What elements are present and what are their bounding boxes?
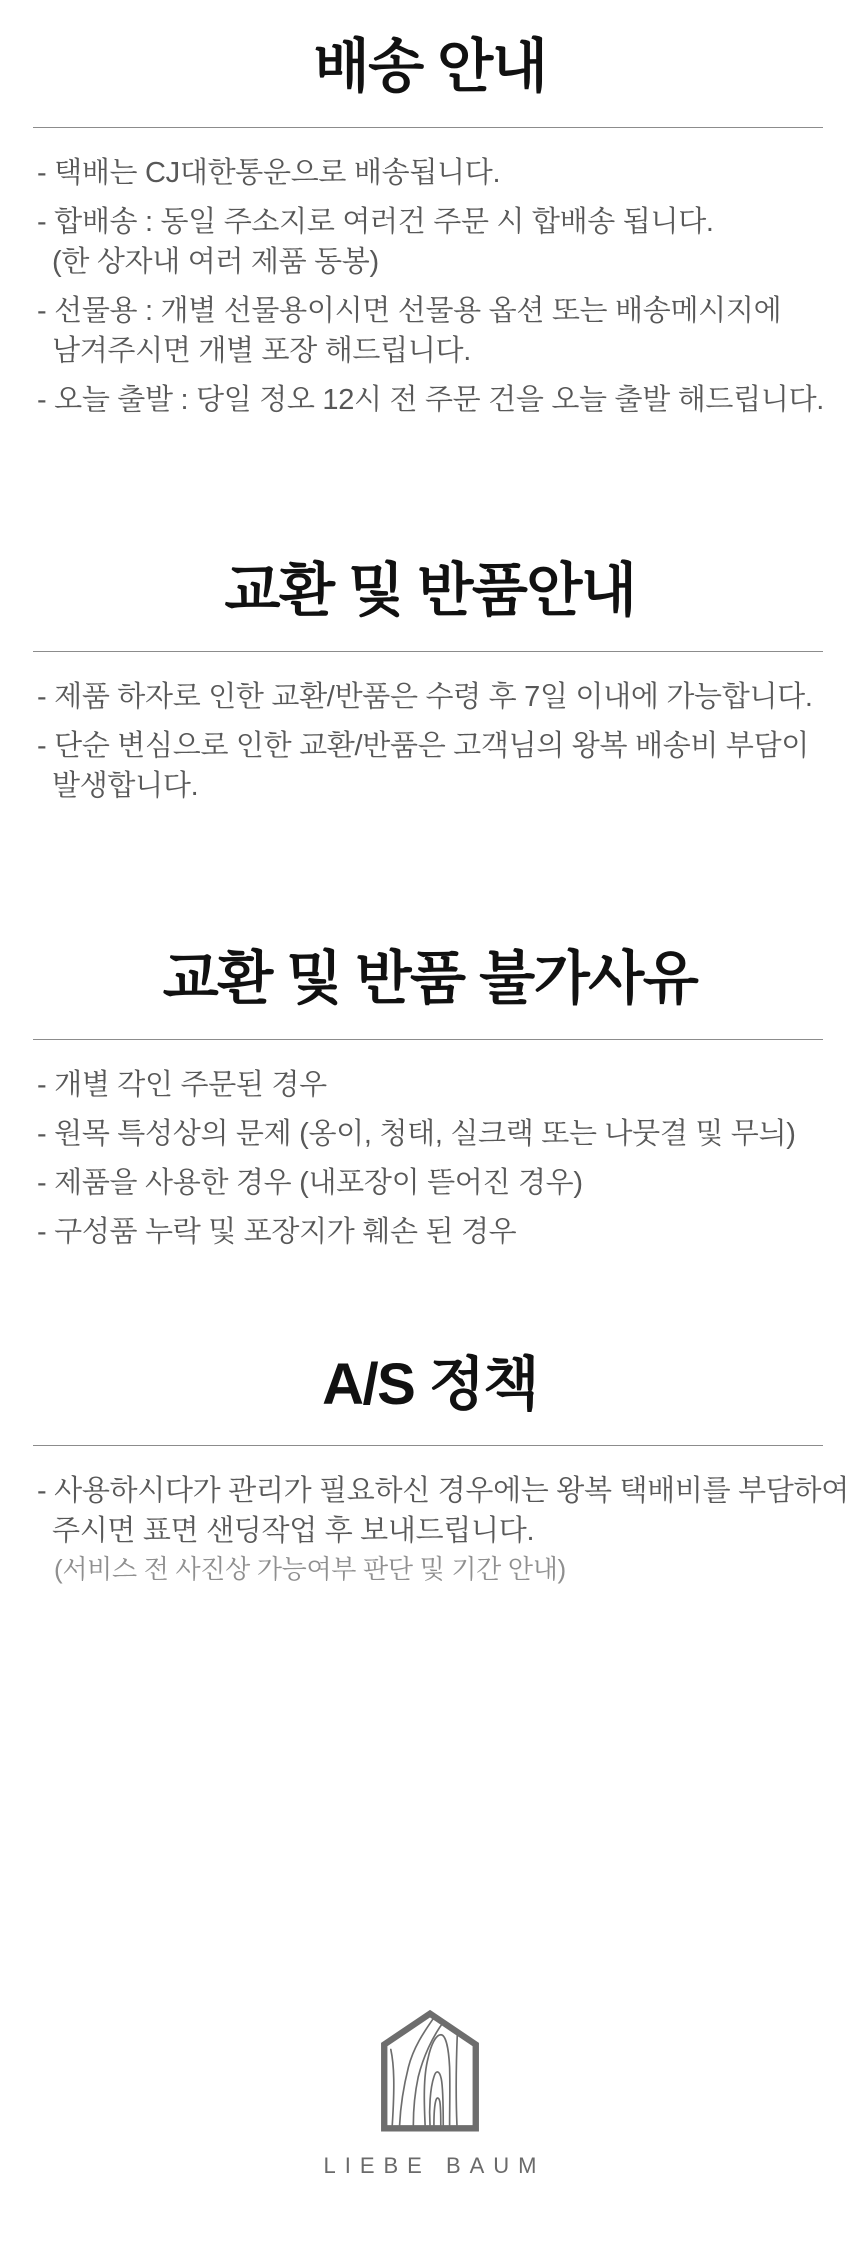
exchange-return-list bbox=[0, 677, 860, 806]
exclusions-list bbox=[0, 1065, 860, 1252]
list-item-line: - 오늘 출발 : 당일 정오 12시 전 주문 건을 오늘 출발 해드립니다. bbox=[37, 384, 825, 416]
section-exchange-return-exclusions bbox=[0, 946, 860, 1252]
list-item-line: - 제품 하자로 인한 교환/반품은 수령 후 7일 이내에 가능합니다. bbox=[37, 681, 813, 713]
list-item-line: - 택배는 CJ대한통운으로 배송됩니다. bbox=[37, 157, 501, 189]
as-policy-list bbox=[0, 1471, 860, 1587]
section-exchange-return-guide bbox=[0, 558, 860, 806]
list-item bbox=[37, 380, 840, 420]
list-item bbox=[37, 1065, 840, 1105]
divider bbox=[33, 1445, 823, 1446]
list-item bbox=[37, 726, 840, 806]
list-item bbox=[37, 202, 840, 282]
list-item bbox=[37, 291, 840, 371]
list-item bbox=[37, 1163, 840, 1203]
list-item-line: - 원목 특성상의 문제 (옹이, 청태, 실크랙 또는 나뭇결 및 무늬) bbox=[37, 1118, 796, 1150]
list-item-line: - 단순 변심으로 인한 교환/반품은 고객님의 왕복 배송비 부담이 bbox=[37, 730, 810, 762]
shipping-info-list bbox=[0, 153, 860, 420]
list-item-line: - 사용하시다가 관리가 필요하신 경우에는 왕복 택배비를 부담하여 bbox=[37, 1475, 849, 1507]
list-item bbox=[37, 1471, 849, 1587]
list-item-line: (한 상자내 여러 제품 동봉) bbox=[52, 246, 379, 278]
list-item-line: - 제품을 사용한 경우 (내포장이 뜯어진 경우) bbox=[37, 1167, 583, 1199]
list-item-line: - 선물용 : 개별 선물용이시면 선물용 옵션 또는 배송메시지에 bbox=[37, 295, 782, 327]
section-title-as-policy: A/S 정책 bbox=[322, 1352, 538, 1417]
list-item-line: 발생합니다. bbox=[52, 770, 199, 802]
section-title-exclusions: 교환 및 반품 불가사유 bbox=[162, 946, 698, 1011]
list-item-line: 주시면 표면 샌딩작업 후 보내드립니다. bbox=[52, 1515, 535, 1547]
list-item-line: 남겨주시면 개별 포장 해드립니다. bbox=[52, 335, 472, 367]
brand-footer bbox=[0, 2009, 860, 2179]
as-policy-note: (서비스 전 사진상 가능여부 판단 및 기간 안내) bbox=[54, 1554, 566, 1584]
list-item-line: - 구성품 누락 및 포장지가 훼손 된 경우 bbox=[37, 1216, 517, 1248]
section-shipping-guide bbox=[0, 34, 860, 420]
divider bbox=[33, 1039, 823, 1040]
list-item bbox=[37, 1114, 840, 1154]
divider bbox=[33, 651, 823, 652]
section-title-exchange-return: 교환 및 반품안내 bbox=[224, 558, 636, 623]
list-item-line: - 개별 각인 주문된 경우 bbox=[37, 1069, 327, 1101]
divider bbox=[33, 127, 823, 128]
section-title-shipping: 배송 안내 bbox=[313, 34, 547, 99]
section-as-policy bbox=[0, 1352, 860, 1587]
list-item bbox=[37, 1212, 840, 1252]
house-woodgrain-logo-icon bbox=[381, 2009, 479, 2133]
list-item bbox=[37, 153, 840, 193]
list-item-line: - 합배송 : 동일 주소지로 여러건 주문 시 합배송 됩니다. bbox=[37, 206, 714, 238]
list-item bbox=[37, 677, 840, 717]
brand-name: LIEBE BAUM bbox=[323, 2153, 546, 2178]
